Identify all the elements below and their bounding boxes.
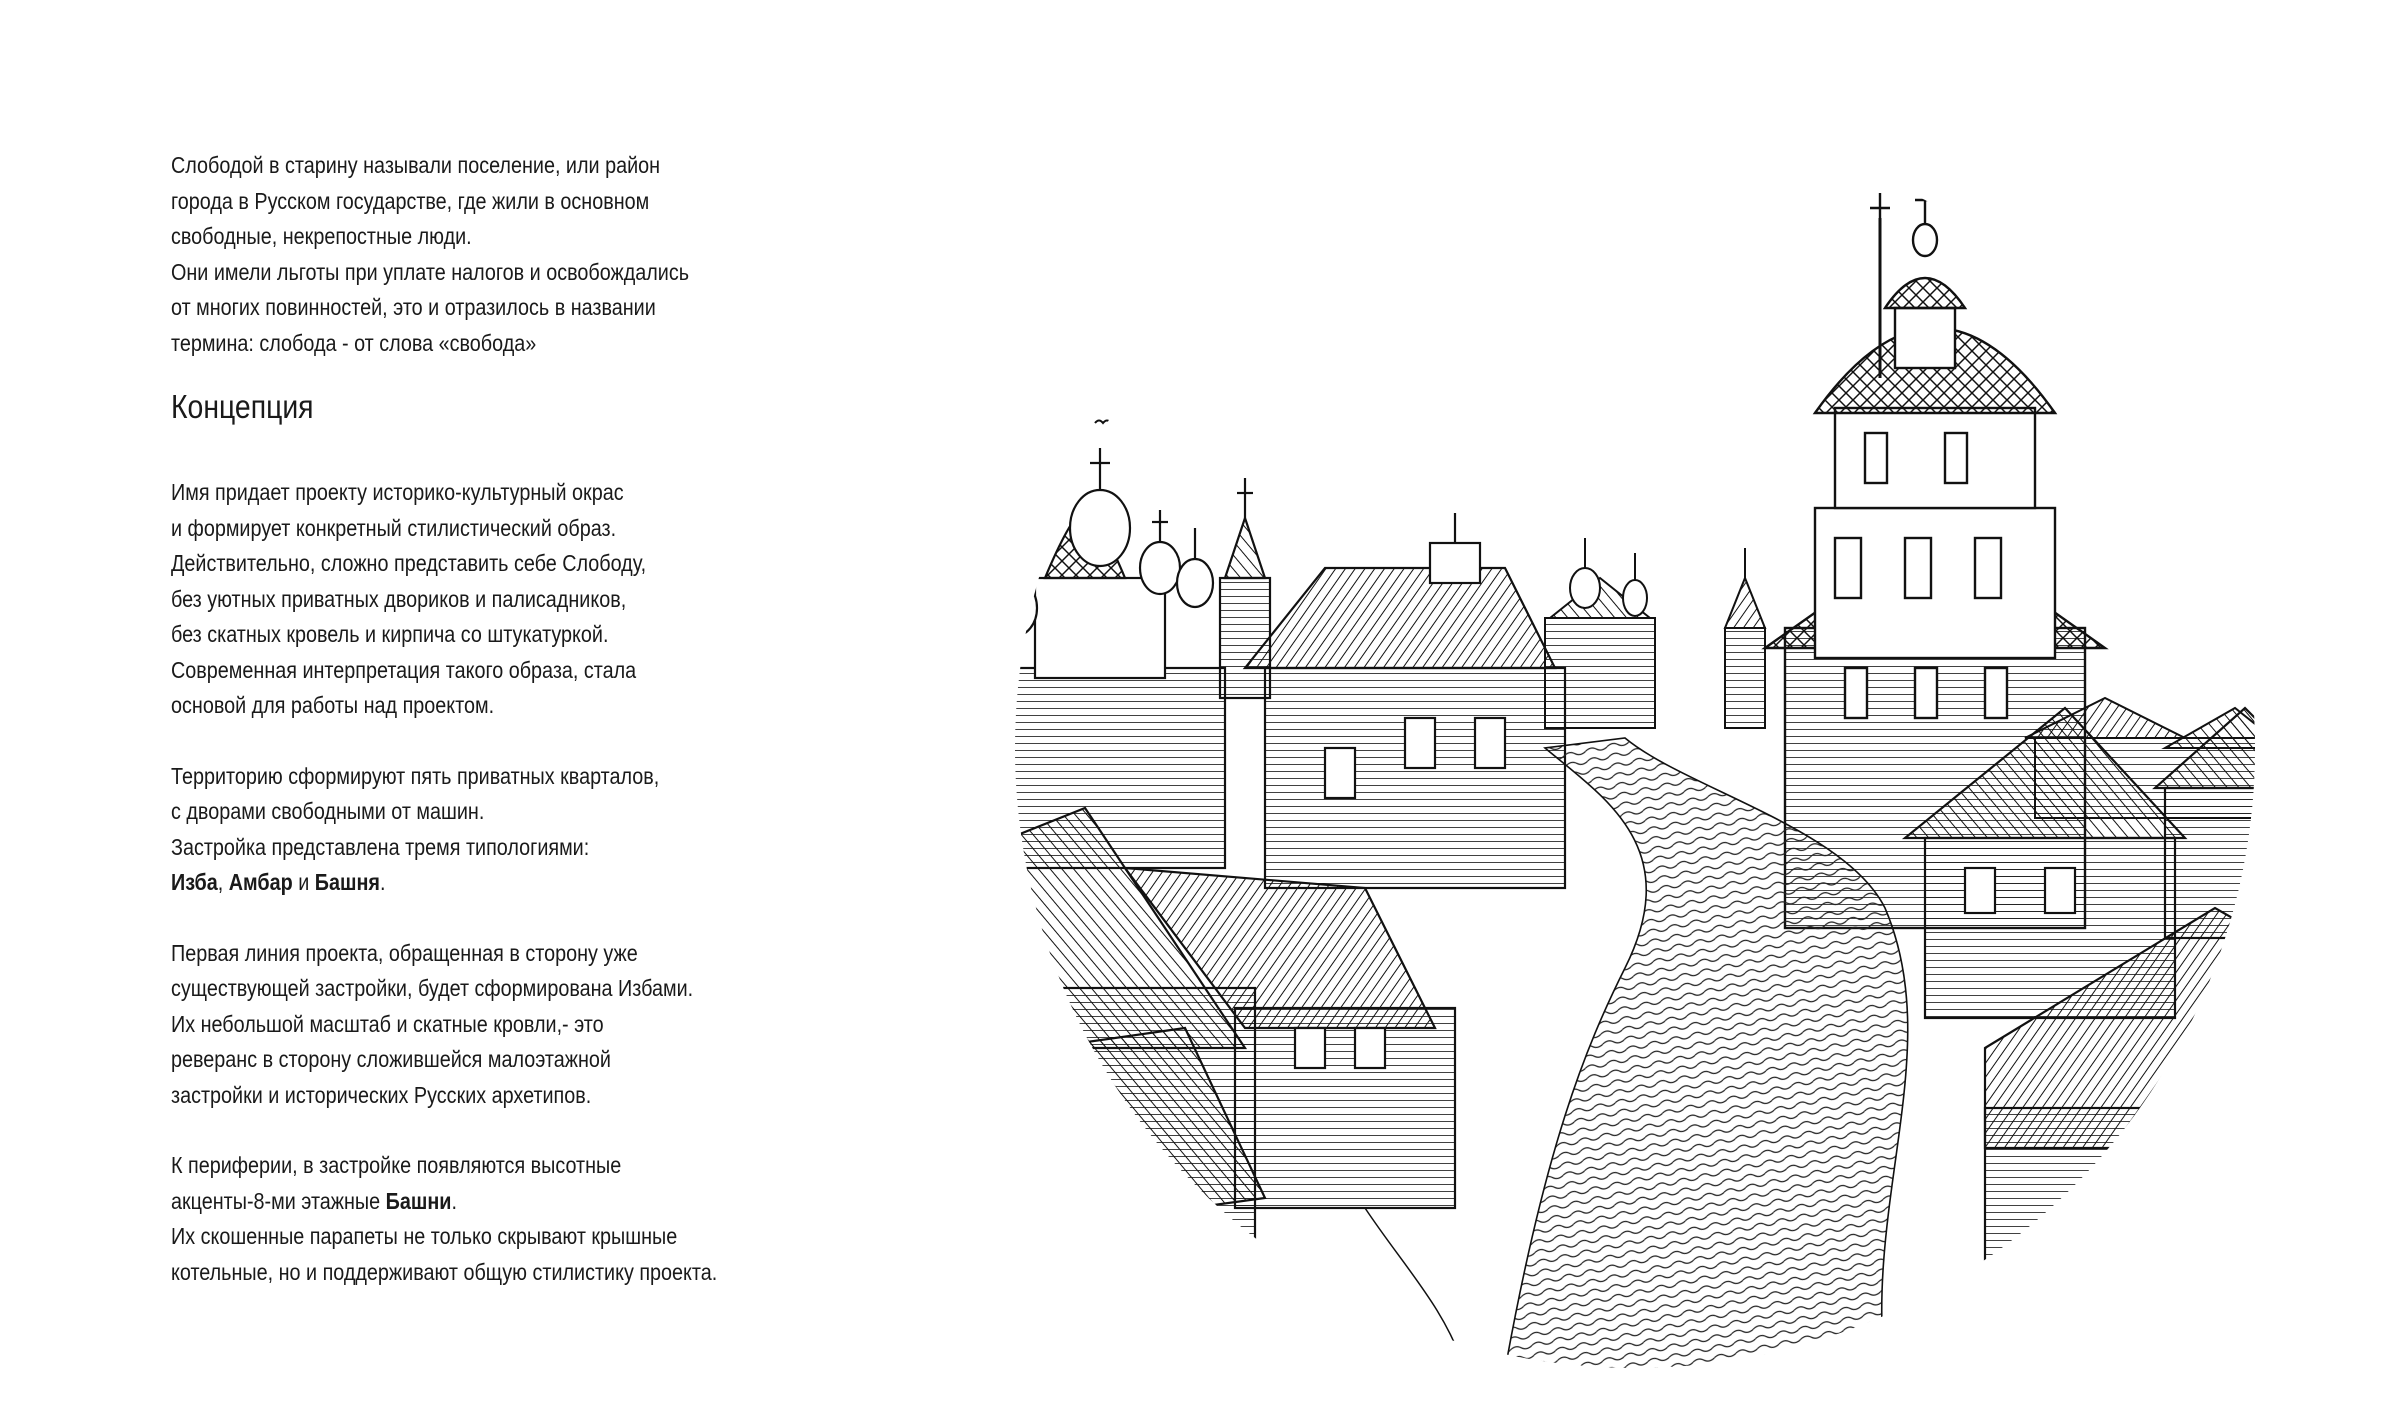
towers-line: акценты-8-ми этажные Башни. — [171, 1187, 457, 1214]
text-line: Имя придает проекту историко-культурный окрас — [171, 479, 624, 505]
text-line: Застройка представлена тремя типологиями: — [171, 833, 590, 860]
intro-paragraph — [171, 148, 790, 361]
text-line: и формирует конкретный стилистический образ. — [171, 514, 617, 541]
concept-paragraph-3 — [171, 936, 790, 1114]
text-line: реверанс в сторону сложившейся малоэтажной — [171, 1046, 611, 1072]
text-line: без скатных кровель и кирпича со штукатуркой. — [171, 621, 609, 647]
typologies-line: Изба, Амбар и Башня. — [171, 869, 386, 895]
text-line: Первая линия проекта, обращенная в сторону уже — [171, 939, 638, 966]
text-line: Их небольшой масштаб и скатные кровли,- это — [171, 1010, 604, 1037]
intro-line: Они имели льготы при уплате налогов и освобождались — [171, 258, 690, 285]
intro-line: Слободой в старину называли поселение, или район — [171, 152, 661, 178]
village-church-sketch-icon — [985, 148, 2285, 1370]
intro-line: города в Русском государстве, где жили в основном — [171, 187, 650, 214]
concept-paragraph-2 — [171, 759, 790, 901]
type-ambar: Амбар — [228, 869, 293, 895]
type-bashnya: Башня — [314, 869, 380, 895]
text-line: К периферии, в застройке появляются высотные — [171, 1152, 622, 1178]
text-line: Действительно, сложно представить себе Слободу, — [171, 550, 647, 576]
concept-paragraph-1 — [171, 475, 790, 724]
intro-line: термина: слобода - от слова «свобода» — [171, 329, 537, 356]
intro-line: свободные, некрепостные люди. — [171, 223, 472, 249]
text-line: котельные, но и поддерживают общую стилистику проекта. — [171, 1258, 718, 1285]
text-column — [171, 148, 790, 1290]
type-izba: Изба — [171, 869, 218, 895]
text-line: существующей застройки, будет сформирована Избами. — [171, 975, 694, 1001]
text-line: Территорию сформируют пять приватных кварталов, — [171, 762, 660, 789]
text-line: Их скошенные парапеты не только скрывают крышные — [171, 1223, 678, 1249]
text-line: застройки и исторических Русских архетипов. — [171, 1081, 592, 1108]
type-bashni: Башни — [385, 1187, 452, 1214]
text-line: с дворами свободными от машин. — [171, 798, 485, 824]
concept-heading: Концепция — [171, 388, 314, 425]
text-line: основой для работы над проектом. — [171, 692, 495, 718]
text-line: Современная интерпретация такого образа, стала — [171, 656, 637, 683]
intro-line: от многих повинностей, это и отразилось в названии — [171, 294, 656, 320]
text-line: без уютных приватных двориков и палисадников, — [171, 585, 627, 612]
concept-paragraph-4 — [171, 1148, 790, 1290]
